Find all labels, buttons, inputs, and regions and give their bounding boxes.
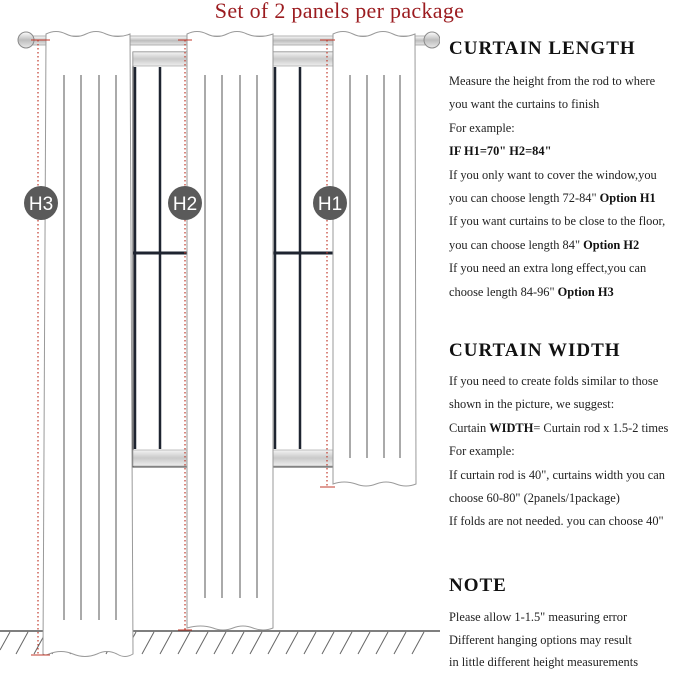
length-line-10 [449,281,665,304]
length-line-1: Measure the height from the rod to where [449,74,656,88]
curtain-panel-h1 [333,32,416,487]
width-line-4: For example: [449,444,515,459]
length-line-8 [449,234,665,257]
curtain-panel-h2 [187,32,273,631]
option-h2-label: Option H2 [583,237,640,252]
note-text [449,606,638,674]
badge-h1-label: H1 [317,194,343,215]
width-line-2: shown in the picture, we suggest: [449,397,615,412]
length-line-6 [449,187,665,210]
length-line-10-text: choose length 84-96" [449,284,558,299]
badge-h3-label: H3 [28,194,54,215]
note-line-2: Different hanging options may result [449,632,632,647]
badge-h1 [313,186,347,220]
width-line-3 [449,417,668,440]
width-line-5: If curtain rod is 40", curtains width you can [449,467,665,482]
badge-h2-label: H2 [172,194,198,215]
length-example-values: IF H1=70" H2=84" [449,144,552,159]
note-line-3: in little different height measurements [449,655,639,669]
option-h3-label: Option H3 [557,284,614,299]
width-keyword: WIDTH [489,420,534,435]
curtain-length-heading: CURTAIN LENGTH [449,38,636,59]
note-line-1: Please allow 1-1.5" measuring error [449,610,628,624]
curtain-panel-h3 [43,32,133,657]
width-line-3-prefix: Curtain [449,420,490,435]
length-line-3: For example: [449,120,515,135]
width-line-7: If folds are not needed. you can choose 40" [449,514,664,529]
width-line-1: If you need to create folds similar to those [449,374,659,388]
package-title: Set of 2 panels per package [214,0,465,23]
length-line-4 [449,140,665,163]
length-line-7: If you want curtains to be close to the floor, [449,214,666,229]
curtain-width-text [449,370,668,534]
length-line-9: If you need an extra long effect,you can [449,261,647,276]
length-line-5: If you only want to cover the window,you [449,167,657,182]
curtain-width-heading: CURTAIN WIDTH [449,340,621,361]
note-heading: NOTE [449,575,507,596]
length-line-8-text: you can choose length 84" [449,237,584,252]
width-formula: = Curtain rod x 1.5-2 times [533,420,669,435]
length-line-2: you want the curtains to finish [449,97,600,112]
badge-h2 [168,186,202,220]
width-line-6: choose 60-80" (2panels/1package) [449,491,620,506]
badge-h3 [24,186,58,220]
option-h1-label: Option H1 [599,191,656,206]
curtain-length-text [449,70,665,304]
length-line-6-text: you can choose length 72-84" [449,191,600,206]
